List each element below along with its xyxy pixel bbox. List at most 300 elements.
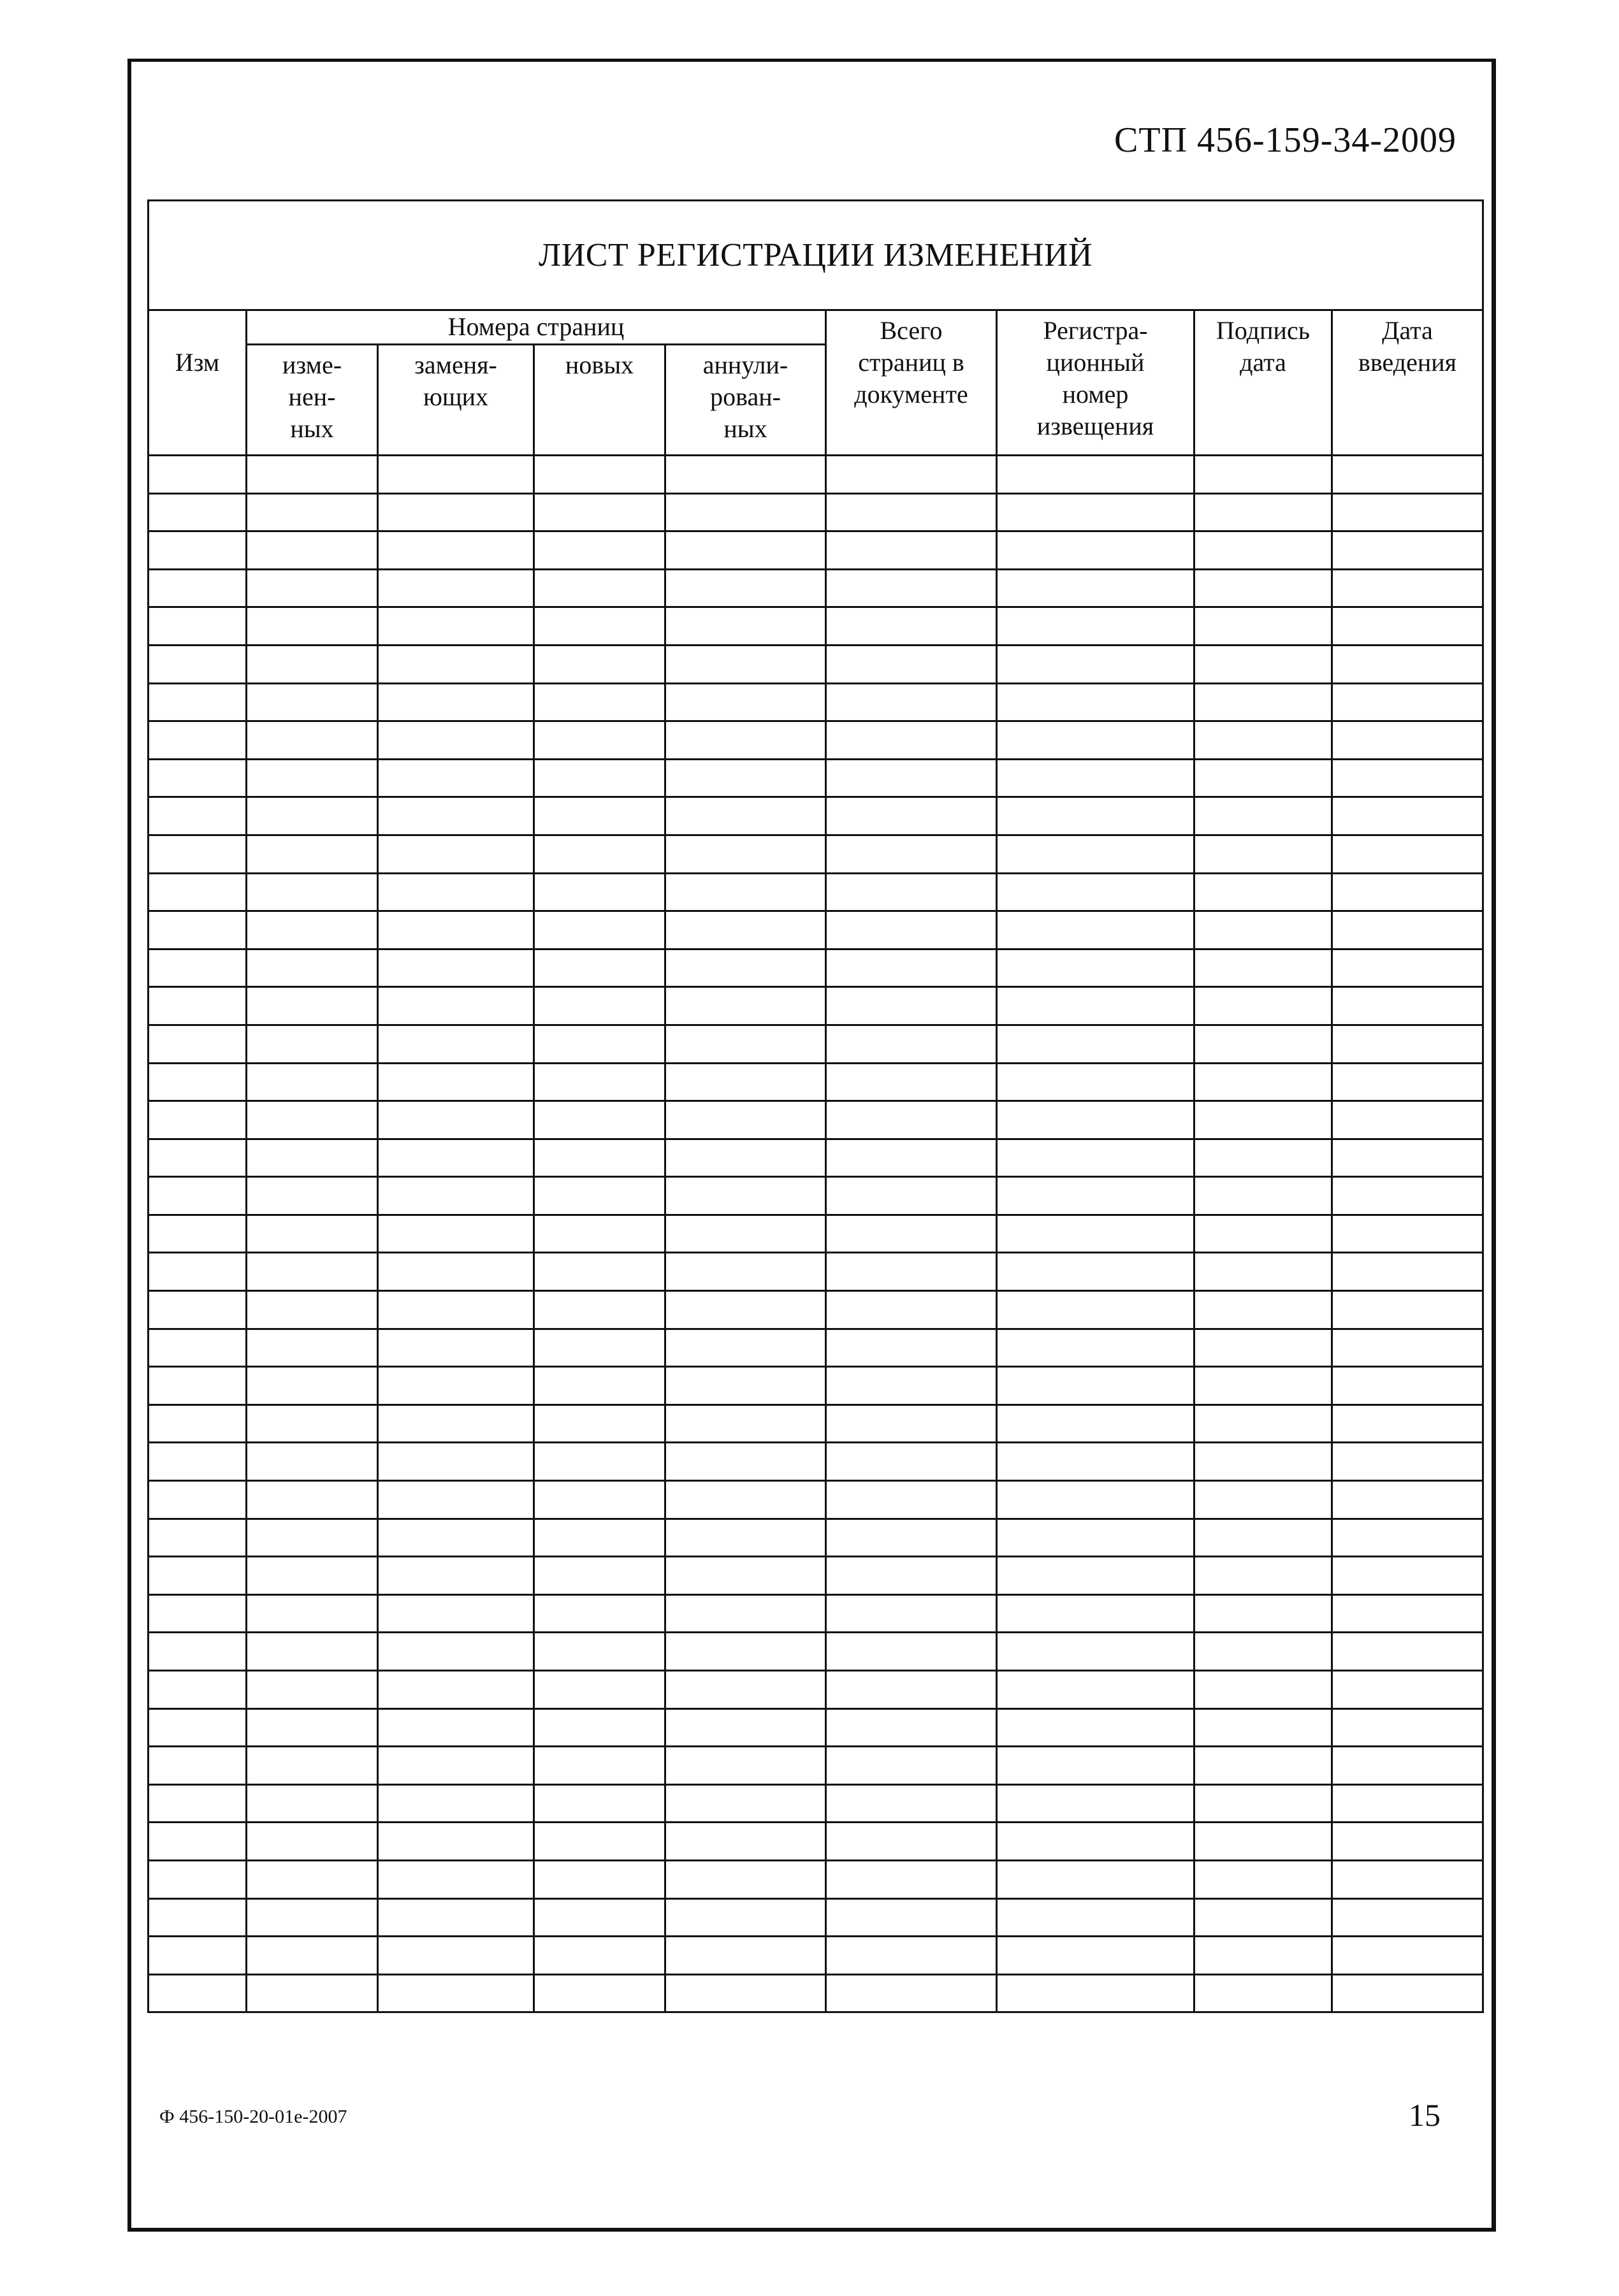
table-cell [665, 1443, 826, 1481]
table-row [149, 1404, 1483, 1443]
table-cell [1332, 987, 1483, 1025]
table-cell [534, 683, 665, 721]
table-row [149, 721, 1483, 760]
table-cell [247, 1025, 378, 1063]
table-cell [534, 1481, 665, 1519]
table-cell [534, 949, 665, 987]
table-cell [997, 1101, 1194, 1139]
table-cell [1332, 759, 1483, 797]
table-cell [826, 1594, 997, 1633]
table-cell [826, 1025, 997, 1063]
table-cell [534, 1974, 665, 2012]
table-cell [149, 1671, 247, 1709]
table-cell [1332, 949, 1483, 987]
table-cell [149, 1898, 247, 1937]
table-cell [378, 531, 534, 570]
table-row [149, 835, 1483, 873]
table-cell [665, 873, 826, 911]
table-cell [149, 873, 247, 911]
table-cell [1194, 721, 1332, 760]
table-cell [1194, 683, 1332, 721]
table-cell [534, 1747, 665, 1785]
table-cell [1194, 645, 1332, 683]
table-title-row [149, 201, 1483, 310]
page-number: 15 [1409, 2097, 1441, 2133]
table-row [149, 1025, 1483, 1063]
table-cell [1194, 569, 1332, 607]
table-cell [247, 1784, 378, 1823]
table-row [149, 1481, 1483, 1519]
table-cell [1194, 1784, 1332, 1823]
table-cell [534, 1367, 665, 1405]
table-cell [149, 1253, 247, 1291]
table-cell [997, 645, 1194, 683]
table-cell [665, 835, 826, 873]
table-cell [1332, 456, 1483, 494]
table-cell [997, 1671, 1194, 1709]
table-cell [149, 683, 247, 721]
table-row [149, 1443, 1483, 1481]
table-cell [534, 1404, 665, 1443]
table-cell [665, 911, 826, 949]
table-cell [149, 493, 247, 531]
table-cell [149, 1404, 247, 1443]
table-cell [826, 987, 997, 1025]
table-cell [534, 987, 665, 1025]
table-row [149, 1671, 1483, 1709]
table-cell [378, 1557, 534, 1595]
table-cell [247, 569, 378, 607]
table-cell [534, 1594, 665, 1633]
table-cell [665, 1708, 826, 1747]
form-code: Ф 456-150-20-01е-2007 [159, 2106, 347, 2127]
table-cell [665, 1519, 826, 1557]
header-new: новых [534, 345, 665, 456]
table-row [149, 493, 1483, 531]
table-row [149, 1063, 1483, 1101]
table-row [149, 531, 1483, 570]
table-cell [997, 911, 1194, 949]
table-cell [534, 1519, 665, 1557]
table-cell [149, 1215, 247, 1253]
table-cell [378, 1063, 534, 1101]
table-cell [826, 1823, 997, 1861]
table-row [149, 949, 1483, 987]
table-cell [247, 1747, 378, 1785]
table-row [149, 1747, 1483, 1785]
table-cell [997, 683, 1194, 721]
table-cell [378, 1671, 534, 1709]
table-cell [247, 721, 378, 760]
table-cell [378, 1747, 534, 1785]
table-cell [826, 1177, 997, 1215]
table-cell [534, 607, 665, 646]
table-row [149, 759, 1483, 797]
table-cell [378, 1784, 534, 1823]
table-cell [1332, 493, 1483, 531]
table-cell [378, 721, 534, 760]
table-cell [534, 1101, 665, 1139]
header-replacing: заменя- ющих [378, 345, 534, 456]
table-cell [997, 1519, 1194, 1557]
table-cell [378, 1367, 534, 1405]
table-cell [826, 1367, 997, 1405]
table-cell [997, 721, 1194, 760]
table-cell [997, 607, 1194, 646]
table-cell [378, 1025, 534, 1063]
table-cell [997, 1443, 1194, 1481]
table-cell [1194, 1291, 1332, 1329]
table-cell [826, 1708, 997, 1747]
table-cell [997, 1025, 1194, 1063]
table-cell [1332, 1253, 1483, 1291]
table-cell [247, 1708, 378, 1747]
table-cell [1194, 607, 1332, 646]
table-cell [534, 797, 665, 835]
table-cell [1332, 607, 1483, 646]
table-cell [1194, 1404, 1332, 1443]
table-cell [1194, 493, 1332, 531]
table-cell [826, 1329, 997, 1367]
table-cell [247, 759, 378, 797]
table-cell [1194, 1177, 1332, 1215]
table-cell [247, 1291, 378, 1329]
table-cell [997, 949, 1194, 987]
table-cell [378, 1937, 534, 1975]
table-cell [378, 1139, 534, 1177]
table-cell [826, 1898, 997, 1937]
table-row [149, 683, 1483, 721]
table-cell [247, 911, 378, 949]
table-cell [378, 1443, 534, 1481]
table-cell [149, 1784, 247, 1823]
table-cell [826, 873, 997, 911]
table-cell [247, 1367, 378, 1405]
table-cell [997, 1367, 1194, 1405]
table-cell [1332, 1708, 1483, 1747]
table-cell [149, 1291, 247, 1329]
table-cell [247, 1823, 378, 1861]
table-cell [665, 1747, 826, 1785]
table-cell [1194, 1443, 1332, 1481]
table-cell [378, 569, 534, 607]
table-cell [149, 1177, 247, 1215]
table-cell [149, 569, 247, 607]
table-cell [1194, 1974, 1332, 2012]
table-cell [1332, 1937, 1483, 1975]
table-cell [826, 911, 997, 949]
table-cell [378, 759, 534, 797]
table-cell [149, 1747, 247, 1785]
table-row [149, 1594, 1483, 1633]
table-cell [1332, 1974, 1483, 2012]
table-cell [665, 607, 826, 646]
table-cell [1332, 1404, 1483, 1443]
table-cell [534, 911, 665, 949]
table-cell [826, 456, 997, 494]
table-cell [247, 645, 378, 683]
table-row [149, 1139, 1483, 1177]
table-cell [826, 759, 997, 797]
table-cell [826, 493, 997, 531]
header-izm: Изм [149, 310, 247, 456]
table-cell [534, 1177, 665, 1215]
table-cell [826, 1974, 997, 2012]
table-cell [665, 1404, 826, 1443]
table-cell [247, 531, 378, 570]
table-cell [1332, 1898, 1483, 1937]
table-cell [534, 1253, 665, 1291]
table-cell [665, 1329, 826, 1367]
table-cell [247, 1481, 378, 1519]
table-cell [1332, 683, 1483, 721]
table-cell [997, 1139, 1194, 1177]
table-cell [149, 759, 247, 797]
table-cell [149, 1823, 247, 1861]
table-cell [378, 987, 534, 1025]
table-cell [149, 1519, 247, 1557]
table-cell [534, 1784, 665, 1823]
table-cell [247, 1404, 378, 1443]
table-cell [1194, 987, 1332, 1025]
table-cell [997, 1063, 1194, 1101]
table-cell [665, 721, 826, 760]
table-cell [665, 759, 826, 797]
table-cell [378, 683, 534, 721]
table-cell [1332, 1025, 1483, 1063]
table-cell [665, 683, 826, 721]
change-registration-table [147, 199, 1484, 2013]
table-cell [534, 1633, 665, 1671]
table-cell [1194, 759, 1332, 797]
table-row [149, 645, 1483, 683]
table-cell [826, 1443, 997, 1481]
table-cell [665, 456, 826, 494]
table-cell [665, 1671, 826, 1709]
table-cell [378, 456, 534, 494]
table-cell [534, 1860, 665, 1898]
table-cell [1194, 1747, 1332, 1785]
table-cell [247, 797, 378, 835]
table-cell [378, 1519, 534, 1557]
table-cell [149, 645, 247, 683]
table-cell [149, 911, 247, 949]
table-cell [997, 1823, 1194, 1861]
table-cell [1332, 1860, 1483, 1898]
table-cell [149, 1443, 247, 1481]
table-title: ЛИСТ РЕГИСТРАЦИИ ИЗМЕНЕНИЙ [149, 201, 1483, 310]
table-cell [534, 1898, 665, 1937]
table-cell [997, 1784, 1194, 1823]
table-row [149, 911, 1483, 949]
table-row [149, 1367, 1483, 1405]
table-cell [1194, 949, 1332, 987]
table-cell [1332, 911, 1483, 949]
table-row [149, 607, 1483, 646]
table-cell [665, 1367, 826, 1405]
table-cell [378, 1253, 534, 1291]
table-cell [534, 759, 665, 797]
table-cell [997, 1253, 1194, 1291]
table-cell [1194, 873, 1332, 911]
table-cell [997, 1481, 1194, 1519]
table-row [149, 1633, 1483, 1671]
table-row [149, 1784, 1483, 1823]
header-introduction-date: Дата введения [1332, 310, 1483, 456]
table-cell [149, 987, 247, 1025]
table-cell [997, 987, 1194, 1025]
table-cell [826, 607, 997, 646]
table-cell [1332, 1633, 1483, 1671]
table-cell [534, 835, 665, 873]
table-cell [534, 1025, 665, 1063]
table-cell [1332, 1367, 1483, 1405]
table-cell [149, 949, 247, 987]
table-cell [378, 1708, 534, 1747]
table-cell [149, 1101, 247, 1139]
table-cell [247, 493, 378, 531]
table-cell [826, 531, 997, 570]
table-cell [247, 1139, 378, 1177]
table-cell [1332, 1557, 1483, 1595]
table-cell [997, 1329, 1194, 1367]
table-cell [826, 1937, 997, 1975]
table-cell [247, 1633, 378, 1671]
table-cell [378, 949, 534, 987]
table-cell [997, 569, 1194, 607]
table-cell [378, 1974, 534, 2012]
table-cell [665, 493, 826, 531]
table-cell [1194, 835, 1332, 873]
table-cell [378, 1404, 534, 1443]
table-cell [997, 493, 1194, 531]
table-cell [149, 1974, 247, 2012]
table-cell [1194, 531, 1332, 570]
table-cell [149, 607, 247, 646]
header-registration-number: Регистра- ционный номер извещения [997, 310, 1194, 456]
table-header-row-1 [149, 310, 1483, 345]
document-code: СТП 456-159-34-2009 [1114, 120, 1456, 160]
table-cell [826, 1253, 997, 1291]
table-cell [378, 645, 534, 683]
table-cell [247, 456, 378, 494]
table-cell [378, 1594, 534, 1633]
table-cell [149, 456, 247, 494]
table-cell [826, 1557, 997, 1595]
table-cell [534, 1063, 665, 1101]
table-cell [247, 835, 378, 873]
table-cell [378, 1898, 534, 1937]
table-cell [534, 1671, 665, 1709]
table-cell [665, 987, 826, 1025]
table-cell [665, 949, 826, 987]
table-cell [1194, 1519, 1332, 1557]
table-row [149, 873, 1483, 911]
table-cell [149, 1937, 247, 1975]
table-cell [1332, 1291, 1483, 1329]
table-cell [1332, 1519, 1483, 1557]
table-cell [149, 1025, 247, 1063]
table-cell [378, 1633, 534, 1671]
table-cell [378, 1291, 534, 1329]
table-cell [665, 1937, 826, 1975]
table-cell [997, 1215, 1194, 1253]
table-cell [665, 1139, 826, 1177]
table-cell [665, 1481, 826, 1519]
table-cell [665, 1557, 826, 1595]
table-cell [1332, 1139, 1483, 1177]
table-cell [665, 1633, 826, 1671]
table-cell [1332, 1063, 1483, 1101]
table-cell [534, 1139, 665, 1177]
table-cell [247, 1063, 378, 1101]
table-cell [247, 1594, 378, 1633]
table-cell [378, 1860, 534, 1898]
table-cell [826, 1519, 997, 1557]
table-cell [378, 1101, 534, 1139]
table-row [149, 1557, 1483, 1595]
table-cell [665, 1063, 826, 1101]
table-cell [534, 456, 665, 494]
table-cell [1332, 797, 1483, 835]
table-cell [826, 835, 997, 873]
table-cell [1194, 1215, 1332, 1253]
table-row [149, 1329, 1483, 1367]
table-cell [665, 1594, 826, 1633]
table-cell [826, 1215, 997, 1253]
table-cell [826, 1860, 997, 1898]
table-cell [826, 797, 997, 835]
table-cell [247, 1215, 378, 1253]
table-cell [1194, 1481, 1332, 1519]
table-cell [534, 1329, 665, 1367]
table-cell [826, 1101, 997, 1139]
table-cell [997, 759, 1194, 797]
table-cell [149, 1329, 247, 1367]
table-cell [997, 835, 1194, 873]
table-cell [247, 607, 378, 646]
table-cell [149, 721, 247, 760]
table-cell [997, 873, 1194, 911]
table-cell [826, 1784, 997, 1823]
table-row [149, 1215, 1483, 1253]
table-row [149, 1974, 1483, 2012]
table-cell [1332, 1823, 1483, 1861]
table-cell [826, 721, 997, 760]
table-cell [378, 1481, 534, 1519]
table-cell [247, 1101, 378, 1139]
table-cell [665, 645, 826, 683]
table-cell [997, 1898, 1194, 1937]
table-cell [1332, 531, 1483, 570]
table-row [149, 1898, 1483, 1937]
table-cell [1332, 1784, 1483, 1823]
table-cell [826, 1291, 997, 1329]
table-cell [826, 1481, 997, 1519]
table-cell [826, 1671, 997, 1709]
table-cell [534, 1443, 665, 1481]
table-cell [149, 1481, 247, 1519]
table-cell [1194, 1139, 1332, 1177]
table-row [149, 456, 1483, 494]
header-annulled: аннули- рован- ных [665, 345, 826, 456]
table-cell [826, 1404, 997, 1443]
table-cell [826, 949, 997, 987]
table-row [149, 1101, 1483, 1139]
table-cell [1332, 645, 1483, 683]
table-cell [826, 683, 997, 721]
table-cell [1332, 1215, 1483, 1253]
